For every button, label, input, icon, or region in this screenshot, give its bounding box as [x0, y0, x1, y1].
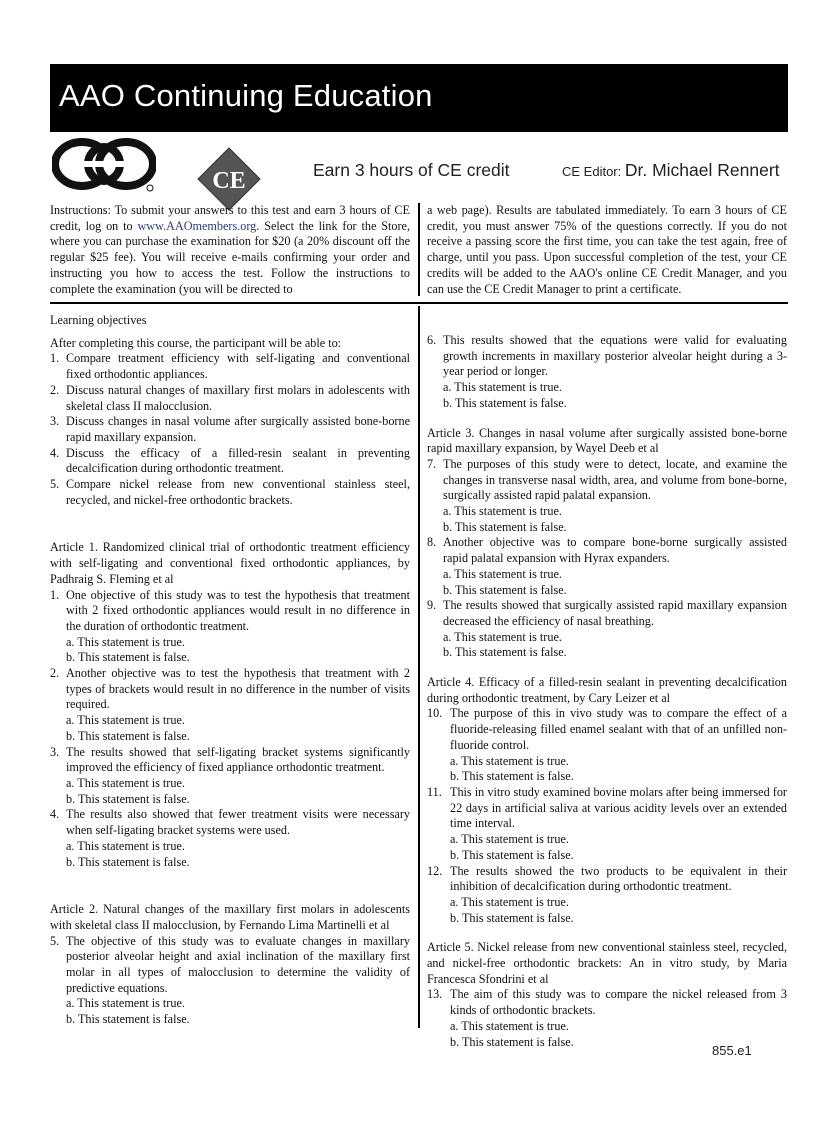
question-number: 11.	[427, 784, 442, 799]
answer-option[interactable]: a. This statement is true.	[443, 629, 562, 644]
column-divider	[418, 306, 420, 1028]
objectives-intro: After completing this course, the participant will be able to:	[50, 335, 342, 350]
right-column	[427, 333, 787, 1050]
answer-option[interactable]: a. This statement is true.	[450, 832, 569, 847]
question-number: 9.	[427, 598, 437, 613]
instructions-text-2: . Select the link for the Store, where you can purchase the examination for $20 (a 20% discount off the regular $25 fee). You will receive e-mails confirming your order and instructing you how to access the test. Follow the instructions to complete the examination (you will be directed to	[50, 218, 410, 296]
column-divider-top	[418, 203, 420, 296]
objective-item: 4. Discuss the efficacy of a filled-resin sealant in preventing decalcification during orthodontic treatment.	[50, 445, 410, 476]
question-item: 7. The purposes of this study were to detect, locate, and examine the changes in transverse nasal width, area, and volume from bone-borne, surgically assisted rapid palatal expansion.	[427, 456, 787, 503]
answer-option[interactable]: b. This statement is false.	[450, 769, 574, 784]
page-banner	[50, 64, 788, 132]
article-1-title: Article 1. Randomized clinical trial of orthodontic treatment efficiency with self-ligating and conventional fixed orthodontic appliances, by Padhraig S. Fleming et al	[50, 540, 410, 586]
answer-option[interactable]: b. This statement is false.	[66, 650, 190, 665]
question-number: 4.	[50, 807, 60, 822]
article-5-title: Article 5. Nickel release from new conventional stainless steel, recycled, and nickel-free orthodontic brackets: An in vitro study, by Maria Francesca Sfondrini et al	[427, 940, 787, 986]
ce-editor-label: CE Editor:	[562, 164, 625, 179]
question-number: 3.	[50, 744, 60, 759]
banner-title: AAO Continuing Education	[59, 78, 433, 113]
question-number: 2.	[50, 666, 60, 681]
instructions-text-1: Instructions: To submit your answers to this test and earn 3 hours of CE credit, log on to	[50, 203, 410, 233]
objective-item: 5. Compare nickel release from new conventional stainless steel, recycled, and nickel-free orthodontic brackets.	[50, 477, 410, 507]
answer-option[interactable]: b. This statement is false.	[66, 728, 190, 743]
answer-option[interactable]: a. This statement is true.	[66, 775, 185, 790]
answer-option[interactable]: b. This statement is false.	[443, 645, 567, 660]
aao-logo-icon	[52, 138, 156, 192]
answer-option[interactable]: a. This statement is true.	[443, 566, 562, 581]
question-item: 12. The results showed the two products to be equivalent in their inhibition of decalcification during orthodontic treatment.	[427, 863, 787, 894]
question-item: 13. The aim of this study was to compare the nickel released from 3 kinds of orthodontic brackets.	[427, 987, 787, 1018]
objective-item: 1. Compare treatment efficiency with self-ligating and conventional fixed orthodontic appliances.	[50, 351, 410, 382]
aao-members-link[interactable]: www.AAOmembers.org	[137, 218, 257, 233]
question-number: 3.	[50, 414, 60, 429]
answer-option[interactable]: a. This statement is true.	[66, 838, 185, 853]
question-number: 5.	[50, 477, 60, 492]
answer-option[interactable]: b. This statement is false.	[443, 519, 567, 534]
article-2-title: Article 2. Natural changes of the maxillary first molars in adolescents with skeletal class II malocclusion, by Fernando Lima Martinelli et al	[50, 902, 410, 932]
objectives-heading: Learning objectives	[50, 313, 147, 327]
answer-option[interactable]: a. This statement is true.	[450, 753, 569, 768]
answer-option[interactable]: a. This statement is true.	[66, 996, 185, 1011]
answer-option[interactable]: b. This statement is false.	[443, 582, 567, 597]
question-number: 1.	[50, 351, 60, 366]
question-item: 11. This in vitro study examined bovine molars after being immersed for 22 days in artificial saliva at various acidity levels over an extended time interval.	[427, 784, 787, 831]
answer-option[interactable]: a. This statement is true.	[66, 634, 185, 649]
article-4-title: Article 4. Efficacy of a filled-resin sealant in preventing decalcification during orthodontic treatment, by Cary Leizer et al	[427, 675, 787, 705]
question-number: 12.	[427, 863, 443, 878]
ce-editor-name: Dr. Michael Rennert	[624, 160, 780, 180]
objective-item: 2. Discuss natural changes of maxillary first molars in adolescents with skeletal class II malocclusion.	[50, 382, 410, 413]
question-number: 6.	[427, 333, 437, 347]
question-number: 7.	[427, 456, 437, 471]
answer-option[interactable]: b. This statement is false.	[66, 791, 190, 806]
ce-editor	[562, 160, 780, 181]
question-number: 5.	[50, 933, 60, 948]
question-item: 3. The results showed that self-ligating bracket systems significantly improved the efficiency of fixed appliance orthodontic treatment.	[50, 744, 410, 775]
answer-option[interactable]: a. This statement is true.	[450, 1018, 569, 1033]
objective-item: 3. Discuss changes in nasal volume after surgically assisted bone-borne rapid maxillary expansion.	[50, 414, 410, 444]
question-number: 10.	[427, 706, 443, 721]
answer-option[interactable]: b. This statement is false.	[450, 847, 574, 862]
answer-option[interactable]: a. This statement is true.	[450, 894, 569, 909]
question-number: 4.	[50, 445, 60, 460]
question-number: 1.	[50, 587, 60, 602]
instructions-right: a web page). Results are tabulated immediately. To earn 3 hours of CE credit, you must answer 75% of the questions correctly. If you do not receive a passing score the first time, you can take the test again, free of charge, until you pass. Upon successful completion of the test, your CE credits will be added to the AAO's online CE Credit Manager, and you can use the CE Credit Manager to print a certificate.	[427, 203, 787, 296]
page-number: 855.e1	[712, 1043, 752, 1058]
question-number: 2.	[50, 382, 60, 397]
answer-option[interactable]: b. This statement is false.	[450, 910, 574, 925]
left-column	[50, 313, 410, 1028]
question-item: 8. Another objective was to compare bone-borne surgically assisted rapid palatal expansion with Hyrax expanders.	[427, 535, 787, 566]
answer-option[interactable]: b. This statement is false.	[450, 1034, 574, 1049]
question-number: 13.	[427, 987, 443, 1002]
question-item: 5. The objective of this study was to evaluate changes in maxillary posterior alveolar height and axial inclination of the maxillary first molar in all types of malocclusion to determine the validity of predictive equations.	[50, 933, 410, 995]
answer-option[interactable]: b. This statement is false.	[66, 854, 190, 869]
question-number: 8.	[427, 535, 437, 550]
question-item: 9. The results showed that surgically assisted rapid maxillary expansion decreased the efficiency of nasal breathing.	[427, 598, 787, 628]
question-item: 6. This results showed that the equations were valid for evaluating growth increments in maxillary posterior alveolar height during a 3-year period or longer.	[427, 333, 787, 379]
question-item: 2. Another objective was to test the hypothesis that treatment with 2 types of brackets would result in no difference in the number of visits required.	[50, 666, 410, 712]
question-item: 4. The results also showed that fewer treatment visits were necessary when self-ligating bracket systems were used.	[50, 807, 410, 838]
section-divider	[50, 302, 788, 304]
ce-logo-text: CE	[212, 168, 246, 194]
instructions-left	[50, 203, 410, 297]
answer-option[interactable]: a. This statement is true.	[66, 713, 185, 728]
question-item: 1. One objective of this study was to test the hypothesis that treatment with 2 fixed orthodontic appliances would result in no difference in the duration of orthodontic treatment.	[50, 587, 410, 633]
answer-option[interactable]: b. This statement is false.	[66, 1012, 190, 1027]
answer-option[interactable]: a. This statement is true.	[443, 380, 562, 395]
answer-option[interactable]: b. This statement is false.	[443, 395, 567, 410]
ce-credit-hours: Earn 3 hours of CE credit	[313, 160, 510, 180]
question-item: 10. The purpose of this in vivo study was to compare the effect of a fluoride-releasing filled enamel sealant with that of an unfilled non-fluoride control.	[427, 706, 787, 752]
answer-option[interactable]: a. This statement is true.	[443, 504, 562, 519]
article-3-title: Article 3. Changes in nasal volume after surgically assisted bone-borne rapid maxillary expansion, by Wayel Deeb et al	[427, 425, 787, 456]
